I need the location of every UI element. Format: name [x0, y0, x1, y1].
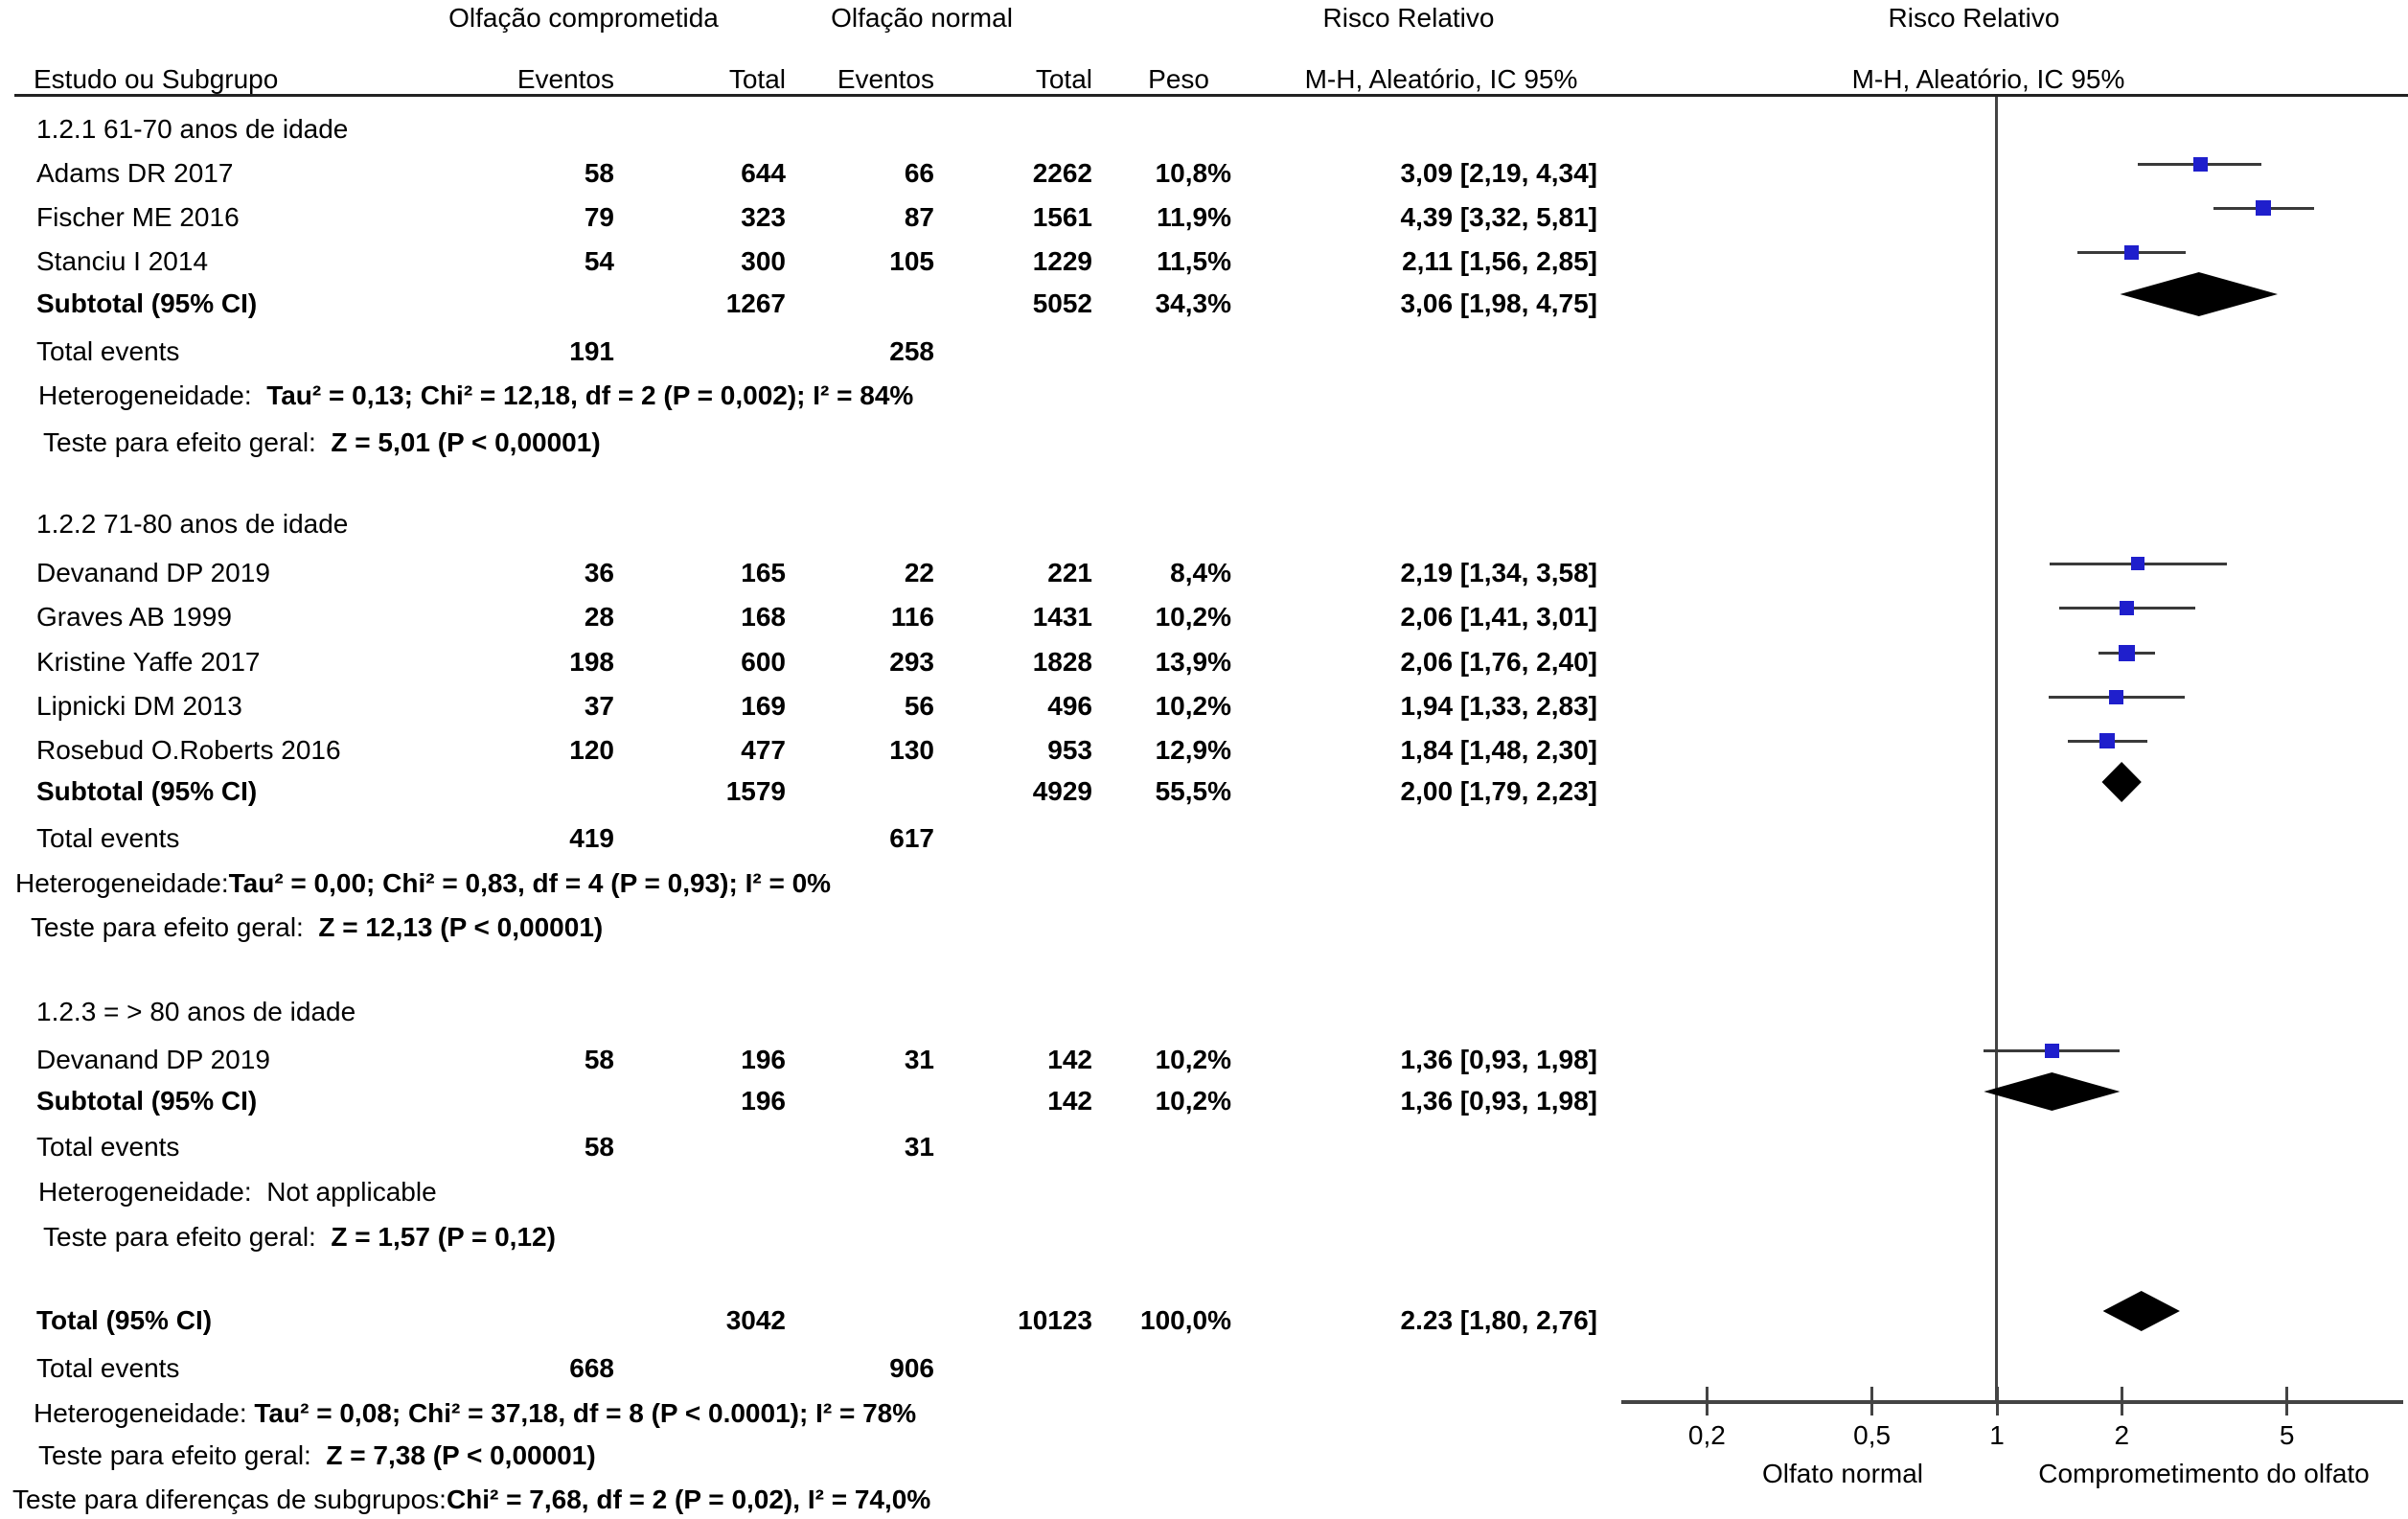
study-total-control: 142	[1047, 1045, 1092, 1074]
subtotal-total-control: 5052	[1032, 288, 1092, 318]
study-name: Fischer ME 2016	[36, 202, 240, 232]
subtotal-rr-ci: 2,00 [1,79, 2,23]	[1400, 776, 1597, 806]
study-rr-ci: 2,11 [1,56, 2,85]	[1402, 246, 1597, 276]
study-weight: 10,2%	[1155, 1045, 1231, 1074]
grand-total-control: 10123	[1018, 1305, 1092, 1335]
total-events-control: 617	[889, 823, 934, 853]
study-total-control: 1431	[1032, 602, 1092, 632]
study-rr-ci: 1,36 [0,93, 1,98]	[1400, 1045, 1597, 1074]
study-total-control: 496	[1047, 691, 1092, 721]
study-name: Lipnicki DM 2013	[36, 691, 242, 721]
study-weight: 13,9%	[1155, 647, 1231, 677]
heterogeneity-line	[38, 1176, 1476, 1208]
study-events-control: 87	[904, 202, 934, 232]
study-weight: 11,9%	[1157, 202, 1231, 232]
subtotal-weight: 10,2%	[1155, 1086, 1231, 1116]
overall-effect-test-line-label: Teste para efeito geral:	[43, 427, 332, 457]
study-events-exposed: 58	[584, 158, 614, 188]
heterogeneity-line-label: Heterogeneidade:	[38, 1177, 267, 1207]
study-rr-ci: 2,06 [1,76, 2,40]	[1400, 647, 1597, 677]
point-estimate-marker	[2256, 200, 2271, 216]
pooled-diamond	[2120, 272, 2278, 316]
total-events-label: Total events	[36, 336, 180, 366]
heterogeneity-line	[38, 380, 1476, 412]
heterogeneity-line	[34, 1397, 1471, 1430]
axis-tick-label: 1	[1989, 1420, 2005, 1450]
axis-tick	[2121, 1387, 2123, 1415]
method-header-left: M-H, Aleatório, IC 95%	[1304, 64, 1578, 94]
point-estimate-marker	[2124, 245, 2139, 260]
relative-risk-header-left: Risco Relativo	[1322, 3, 1495, 33]
total-events-control: 258	[889, 336, 934, 366]
study-rr-ci: 1,84 [1,48, 2,30]	[1400, 735, 1597, 765]
point-estimate-marker	[2120, 601, 2134, 615]
subtotal-total-control: 142	[1047, 1086, 1092, 1116]
overall-effect-test-line	[43, 426, 1480, 459]
subtotal-total-exposed: 1579	[725, 776, 786, 806]
axis-tick	[2285, 1387, 2288, 1415]
subtotal-rr-ci: 1,36 [0,93, 1,98]	[1400, 1086, 1597, 1116]
study-total-control: 1828	[1032, 647, 1092, 677]
study-name: Graves AB 1999	[36, 602, 232, 632]
study-total-control: 1229	[1032, 246, 1092, 276]
subtotal-weight: 34,3%	[1155, 288, 1231, 318]
study-weight: 8,4%	[1170, 558, 1231, 587]
total-events-control: 31	[904, 1132, 934, 1162]
subtotal-total-exposed: 1267	[725, 288, 786, 318]
heterogeneity-line-value: Tau² = 0,13; Chi² = 12,18, df = 2 (P = 0,002); I² = 84%	[266, 380, 914, 410]
total-events-exposed: 191	[569, 336, 614, 366]
study-weight: 10,2%	[1155, 691, 1231, 721]
grand-total-exposed: 3042	[725, 1305, 786, 1335]
study-events-control: 116	[890, 602, 934, 632]
overall-effect-test-line-value: Z = 12,13 (P < 0,00001)	[318, 912, 604, 942]
pooled-diamond	[1984, 1072, 2120, 1111]
heterogeneity-line-label: Heterogeneidade:	[38, 380, 267, 410]
subtotal-rr-ci: 3,06 [1,98, 4,75]	[1400, 288, 1597, 318]
study-total-exposed: 300	[741, 246, 786, 276]
events-control-header: Eventos	[837, 64, 934, 94]
subtotal-total-control: 4929	[1032, 776, 1092, 806]
study-events-control: 22	[904, 558, 934, 587]
study-weight: 10,8%	[1155, 158, 1231, 188]
overall-effect-test-line-label: Teste para efeito geral:	[38, 1440, 327, 1470]
study-weight: 10,2%	[1155, 602, 1231, 632]
study-events-exposed: 54	[584, 246, 614, 276]
events-exposed-header: Eventos	[516, 64, 614, 94]
study-events-control: 56	[904, 691, 934, 721]
relative-risk-header-right: Risco Relativo	[1888, 3, 2060, 33]
study-rr-ci: 2,06 [1,41, 3,01]	[1400, 602, 1597, 632]
no-effect-line	[1995, 97, 1998, 1401]
subgroup-difference-test-line	[12, 1484, 1450, 1516]
point-estimate-marker	[2099, 733, 2115, 748]
heterogeneity-line-value: Not applicable	[266, 1177, 437, 1207]
total-events-label: Total events	[36, 823, 180, 853]
study-events-exposed: 58	[584, 1045, 614, 1074]
study-rr-ci: 3,09 [2,19, 4,34]	[1400, 158, 1597, 188]
study-weight: 12,9%	[1155, 735, 1231, 765]
method-header-right: M-H, Aleatório, IC 95%	[1851, 64, 2125, 94]
subtotal-label: Subtotal (95% CI)	[36, 288, 258, 318]
heterogeneity-line	[15, 867, 1453, 900]
total-events-control: 906	[889, 1353, 934, 1383]
overall-effect-test-line-label: Teste para efeito geral:	[43, 1222, 332, 1252]
overall-effect-test-line	[43, 1221, 1480, 1254]
subgroup-label: 1.2.3 = > 80 anos de idade	[36, 997, 356, 1026]
heterogeneity-line-value: Tau² = 0,08; Chi² = 37,18, df = 8 (P < 0.0001); I² = 78%	[254, 1398, 917, 1428]
study-events-control: 130	[889, 735, 934, 765]
axis-label-favours-exposed: Comprometimento do olfato	[2038, 1459, 2370, 1488]
study-total-control: 1561	[1032, 202, 1092, 232]
study-events-control: 31	[904, 1045, 934, 1074]
heterogeneity-line-label: Heterogeneidade:	[34, 1398, 255, 1428]
study-events-exposed: 79	[584, 202, 614, 232]
axis-tick-label: 0,5	[1853, 1420, 1892, 1450]
total-exposed-header: Total	[728, 64, 786, 94]
study-events-exposed: 36	[584, 558, 614, 587]
study-total-control: 953	[1047, 735, 1092, 765]
study-name: Devanand DP 2019	[36, 558, 270, 587]
study-total-exposed: 323	[741, 202, 786, 232]
study-total-control: 2262	[1032, 158, 1092, 188]
study-weight: 11,5%	[1157, 246, 1231, 276]
grand-total-weight: 100,0%	[1140, 1305, 1231, 1335]
point-estimate-marker	[2131, 557, 2144, 570]
total-events-label: Total events	[36, 1132, 180, 1162]
subgroup-label: 1.2.2 71-80 anos de idade	[36, 509, 349, 539]
study-events-control: 293	[889, 647, 934, 677]
subgroup-label: 1.2.1 61-70 anos de idade	[36, 114, 349, 144]
study-name: Stanciu I 2014	[36, 246, 209, 276]
study-name: Devanand DP 2019	[36, 1045, 270, 1074]
study-total-exposed: 600	[741, 647, 786, 677]
total-events-exposed: 668	[569, 1353, 614, 1383]
overall-effect-test-line-value: Z = 5,01 (P < 0,00001)	[331, 427, 601, 457]
pooled-diamond	[2103, 1291, 2180, 1331]
study-total-exposed: 644	[741, 158, 786, 188]
column-group-exposed-header: Olfação comprometida	[448, 3, 719, 33]
study-total-exposed: 169	[741, 691, 786, 721]
overall-effect-test-line-value: Z = 7,38 (P < 0,00001)	[326, 1440, 596, 1470]
axis-tick-label: 5	[2279, 1420, 2295, 1450]
study-total-exposed: 168	[741, 602, 786, 632]
header-rule	[14, 94, 2408, 97]
point-estimate-marker	[2193, 157, 2208, 172]
study-name: Rosebud O.Roberts 2016	[36, 735, 341, 765]
study-events-control: 66	[904, 158, 934, 188]
total-events-exposed: 419	[569, 823, 614, 853]
subtotal-label: Subtotal (95% CI)	[36, 1086, 258, 1116]
axis-label-favours-control: Olfato normal	[1761, 1459, 1924, 1488]
study-total-exposed: 196	[741, 1045, 786, 1074]
grand-total-rr-ci: 2.23 [1,80, 2,76]	[1400, 1305, 1597, 1335]
study-total-exposed: 477	[741, 735, 786, 765]
total-events-label: Total events	[36, 1353, 180, 1383]
study-name: Adams DR 2017	[36, 158, 234, 188]
study-events-exposed: 198	[569, 647, 614, 677]
point-estimate-marker	[2109, 690, 2123, 704]
overall-effect-test-line	[38, 1439, 1476, 1472]
study-events-exposed: 120	[569, 735, 614, 765]
axis-tick	[1996, 1387, 1999, 1415]
study-rr-ci: 1,94 [1,33, 2,83]	[1400, 691, 1597, 721]
study-events-exposed: 28	[584, 602, 614, 632]
subtotal-label: Subtotal (95% CI)	[36, 776, 258, 806]
axis-tick	[1870, 1387, 1873, 1415]
subgroup-difference-test-line-value: Chi² = 7,68, df = 2 (P = 0,02), I² = 74,0%	[446, 1484, 931, 1514]
point-estimate-marker	[2119, 645, 2135, 661]
axis-tick-label: 2	[2114, 1420, 2130, 1450]
study-rr-ci: 2,19 [1,34, 3,58]	[1400, 558, 1597, 587]
study-total-control: 221	[1047, 558, 1092, 587]
study-column-header: Estudo ou Subgrupo	[34, 64, 279, 94]
axis-tick-label: 0,2	[1687, 1420, 1726, 1450]
weight-column-header: Peso	[1148, 64, 1209, 94]
pooled-diamond	[2101, 762, 2141, 802]
subtotal-total-exposed: 196	[741, 1086, 786, 1116]
study-name: Kristine Yaffe 2017	[36, 647, 261, 677]
overall-effect-test-line-value: Z = 1,57 (P = 0,12)	[331, 1222, 556, 1252]
point-estimate-marker	[2045, 1044, 2059, 1058]
overall-effect-test-line-label: Teste para efeito geral:	[31, 912, 319, 942]
total-events-exposed: 58	[584, 1132, 614, 1162]
overall-effect-test-line	[31, 911, 1468, 944]
study-events-exposed: 37	[584, 691, 614, 721]
column-group-control-header: Olfação normal	[831, 3, 1013, 33]
subtotal-weight: 55,5%	[1155, 776, 1231, 806]
study-rr-ci: 4,39 [3,32, 5,81]	[1400, 202, 1597, 232]
heterogeneity-line-label: Heterogeneidade:	[15, 868, 229, 898]
heterogeneity-line-value: Tau² = 0,00; Chi² = 0,83, df = 4 (P = 0,93); I² = 0%	[228, 868, 832, 898]
study-total-exposed: 165	[741, 558, 786, 587]
study-events-control: 105	[889, 246, 934, 276]
subgroup-difference-test-line-label: Teste para diferenças de subgrupos:	[12, 1484, 447, 1514]
total-control-header: Total	[1035, 64, 1092, 94]
grand-total-label: Total (95% CI)	[36, 1305, 213, 1335]
axis-tick	[1706, 1387, 1709, 1415]
